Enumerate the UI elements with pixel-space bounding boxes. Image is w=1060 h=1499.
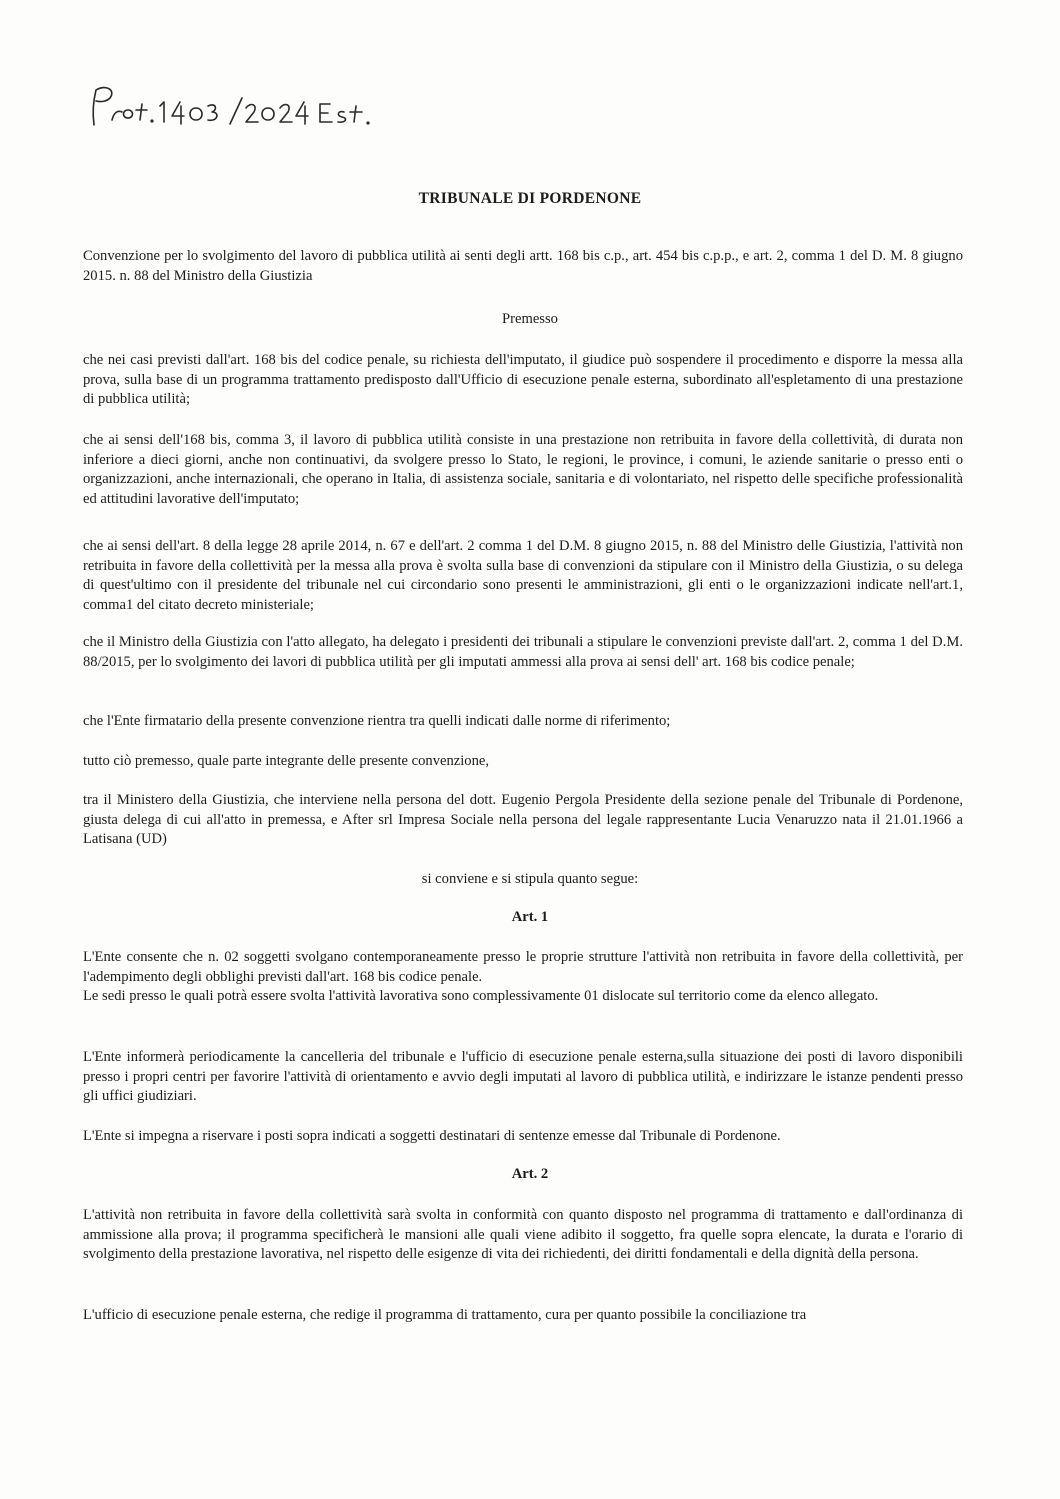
art2-paragraph-1: L'attività non retribuita in favore della collettività sarà svolta in conformità con quanto disposto nel programma di trattamento e dall'ordinanza di ammissione alla prova; il programma specificherà le mansioni alle quali viene adibito il soggetto, fra quelle sopra elencate, la durata e l'orario di svolgimento della prestazione lavorativa, nel rispetto delle esigenze di vita dei richiedenti, dei diritti fondamentali e della dignità della persona. — [83, 1207, 963, 1262]
art1-paragraph-1 — [83, 948, 963, 1007]
paragraph-3: che ai sensi dell'art. 8 della legge 28 aprile 2014, n. 67 e dell'art. 2 comma 1 del D.M. 8 giugno 2015, n. 88 del Ministro delle Giustizia, l'attività non retribuita in favore della collettività per la messa alla prova è svolta sulla base di convenzioni da stipulare con il Ministro della Giustizia, o su delega di quest'ultimo con il presidente del tribunale nel cui circondario sono presenti le amministrazioni, gli enti o le organizzazioni indicate nell'art.1, comma1 del citato decreto ministeriale; — [83, 538, 963, 613]
paragraph-5: che l'Ente firmatario della presente convenzione rientra tra quelli indicati dalle norme di riferimento; — [83, 713, 671, 729]
intro-paragraph: Convenzione per lo svolgimento del lavoro di pubblica utilità ai senti degli artt. 168 bis c.p., art. 454 bis c.p.p., e art. 2, comma 1 del D. M. 8 giugno 2015. n. 88 del Ministro della Giustizia — [83, 248, 963, 284]
art2-paragraph-2: L'ufficio di esecuzione penale esterna, che redige il programma di trattamento, cura per quanto possibile la conciliazione tra — [83, 1307, 807, 1323]
art1-paragraph-1-line-1: L'Ente consente che n. 02 soggetti svolgano contemporaneamente presso le proprie strutture l'attività non retribuita in favore della collettività, per l'adempimento degli obblighi previsti dall'art. 168 bis codice penale. — [83, 949, 963, 985]
art1-paragraph-2: L'Ente informerà periodicamente la cancelleria del tribunale e l'ufficio di esecuzione penale esterna,sulla situazione dei posti di lavoro disponibili presso i propri centri per favorire l'attività di orientamento e avvio degli imputati al lavoro di pubblica utilità, e indirizzare le istanze pendenti presso gli uffici giudiziari. — [83, 1049, 963, 1104]
premesso-heading: Premesso — [502, 311, 558, 327]
art1-paragraph-3: L'Ente si impegna a riservare i posti sopra indicati a soggetti destinatari di sentenze emesse dal Tribunale di Pordenone. — [83, 1128, 781, 1144]
document-title: TRIBUNALE DI PORDENONE — [418, 190, 642, 207]
art1-paragraph-1-line-2: Le sedi presso le quali potrà essere svolta l'attività lavorativa sono complessivamente 01 dislocate sul territorio come da elenco allegato. — [83, 988, 879, 1004]
paragraph-4: che il Ministro della Giustizia con l'atto allegato, ha delegato i presidenti dei tribunali a stipulare le convenzioni previste dall'art. 2, comma 1 del D.M. 88/2015, per lo svolgimento dei lavori di pubblica utilità per gli imputati ammessi alla prova ai sensi dell' art. 168 bis codice penale; — [83, 634, 963, 670]
paragraph-2: che ai sensi dell'168 bis, comma 3, il lavoro di pubblica utilità consiste in una prestazione non retribuita in favore della collettività, di durata non inferiore a dieci giorni, anche non continuativi, da svolgere presso lo Stato, le regioni, le province, i comuni, le aziende sanitarie o presso enti o organizzazioni, anche internazionali, che operano in Italia, di assistenza sociale, sanitaria e di volontariato, nel rispetto delle specifiche professionalità ed attitudini lavorative dell'imputato; — [83, 432, 963, 507]
paragraph-7: tra il Ministero della Giustizia, che interviene nella persona del dott. Eugenio Pergola Presidente della sezione penale del Tribunale di Pordenone, giusta delega di cui all'atto in premessa, e After srl Impresa Sociale nella persona del legale rappresentante Lucia Venaruzzo nata il 21.01.1966 a Latisana (UD) — [83, 792, 963, 847]
paragraph-1: che nei casi previsti dall'art. 168 bis del codice penale, su richiesta dell'imputato, il giudice può sospendere il procedimento e disporre la messa alla prova, sulla base di un programma trattamento predisposto dall'Ufficio di esecuzione penale esterna, subordinato all'espletamento di una prestazione di pubblica utilità; — [83, 352, 963, 407]
art2-heading: Art. 2 — [511, 1166, 549, 1182]
paragraph-6: tutto ciò premesso, quale parte integrante delle presente convenzione, — [83, 753, 490, 769]
stipula-heading: si conviene e si stipula quanto segue: — [421, 871, 639, 887]
handwritten-protocol-note — [84, 80, 384, 140]
art1-heading: Art. 1 — [511, 909, 549, 925]
